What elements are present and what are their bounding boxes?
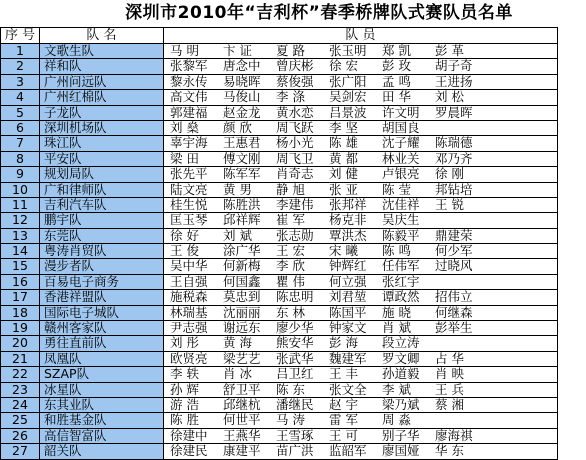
member-name: 陈 雄 [329,136,358,151]
member-name: 徐 宏 [329,59,358,74]
member-name: 熊安华 [276,336,314,351]
member-name: 黎永传 [170,74,208,89]
member-name: 钟辉红 [329,259,367,274]
member-name: 何世平 [223,413,261,428]
table-row [1,321,557,336]
member-name: 张先平 [170,167,208,182]
member-name: 陈毅平 [382,228,420,243]
members-cell [164,213,557,227]
members-cell [164,90,557,104]
member-name: 刘君堃 [329,290,367,305]
team-name: 漫步者队 [40,259,164,273]
row-number: 8 [1,152,40,166]
table-row [1,367,557,382]
team-name: 规划局队 [40,167,164,181]
member-name: 段立涛 [382,336,420,351]
member-name: 胡子奇 [435,59,473,74]
row-number: 6 [1,121,40,135]
table-header-row [1,28,557,44]
row-number: 4 [1,90,40,104]
team-name: 和胜基金队 [40,413,164,427]
member-name: 刘 健 [329,167,358,182]
row-number: 21 [1,352,40,366]
team-name: 广和律师队 [40,183,164,197]
member-name: 潘继民 [276,397,314,412]
member-name: 陆文亮 [170,182,208,197]
member-name: 匡玉琴 [170,213,208,228]
team-name: 珠江队 [40,136,164,150]
team-name: 凤凰队 [40,352,164,366]
member-name: 何继森 [435,305,473,320]
team-name: 鹏宇队 [40,213,164,227]
member-name: 过晓风 [435,259,473,274]
member-name: 李 坚 [329,120,358,135]
member-name: 卢银亮 [382,167,420,182]
member-name: 李建伟 [276,197,314,212]
member-name: 梁乃斌 [382,397,420,412]
table-row [1,59,557,74]
member-name: 李 欣 [276,259,305,274]
member-name: 郭建福 [170,105,208,120]
member-name: 张志勋 [276,228,314,243]
member-name: 梁 田 [170,151,199,166]
member-name: 招伟立 [435,290,473,305]
table-row [1,306,557,321]
member-name: 沈子耀 [382,136,420,151]
member-name: 吕景波 [329,105,367,120]
member-name: 张邦祥 [329,197,367,212]
member-name: 廖国娅 [382,444,420,459]
page-title: 深圳市2010年“吉利杯”春季桥牌队式赛队员名单 [125,3,513,23]
member-name: 黄 男 [223,182,252,197]
member-name: 魏建军 [329,351,367,366]
table-row [1,106,557,121]
member-name: 王 宏 [276,244,305,259]
header-team-name: 队 名 [40,28,164,43]
member-name: 邓乃齐 [435,151,473,166]
members-cell [164,367,557,381]
member-name: 彭 海 [329,336,358,351]
member-name: 王进扬 [435,74,473,89]
member-name: 周飞跃 [276,120,314,135]
team-name: 粤涛肖贸队 [40,244,164,258]
member-name: 尹志强 [170,321,208,336]
members-cell [164,352,557,366]
member-name: 易晓晖 [223,74,261,89]
member-name: 何新梅 [223,259,261,274]
row-number: 26 [1,429,40,443]
team-name: 文歌生队 [40,44,164,58]
team-name: 广州问远队 [40,75,164,89]
members-cell [164,152,557,166]
header-serial-number: 序 号 [1,28,40,43]
row-number: 7 [1,136,40,150]
member-name: 王 兵 [435,382,464,397]
members-cell [164,229,557,243]
row-number: 12 [1,213,40,227]
member-name: 崔 军 [276,213,305,228]
table-row [1,121,557,136]
member-name: 刘 彤 [170,336,199,351]
header-members: 队 员 [345,28,376,43]
member-name: 孟 鸣 [382,74,411,89]
team-name: 深圳机场队 [40,121,164,135]
member-name: 吴中华 [170,259,208,274]
members-cell [164,398,557,412]
member-name: 吕卫红 [276,367,314,382]
member-name: 谭政然 [382,290,420,305]
roster-table [0,27,558,460]
member-name: 苗广洪 [276,444,314,459]
member-name: 欧贤亮 [170,351,208,366]
member-name: 李 斌 [382,382,411,397]
row-number: 14 [1,244,40,258]
member-name: 陈胜洪 [223,197,261,212]
member-name: 陈 鸣 [382,244,411,259]
member-name: 张 亚 [329,182,358,197]
member-name: 陈国平 [329,305,367,320]
member-name: 李 涤 [276,90,305,105]
member-name: 罗文卿 [382,351,420,366]
member-name: 张武华 [276,351,314,366]
member-name: 夏 路 [276,44,305,58]
table-row [1,383,557,398]
member-name: 蔡俊强 [276,74,314,89]
members-cell [164,44,557,58]
table-row [1,244,557,259]
member-name: 肖 斌 [382,321,411,336]
table-row [1,152,557,167]
team-name: 东其业队 [40,398,164,412]
member-name: 彭举生 [435,321,473,336]
member-name: 张红宇 [382,274,420,289]
member-name: 王燕华 [223,428,261,443]
member-name: 田 华 [382,90,411,105]
member-name: 颜 欣 [223,120,252,135]
table-row [1,90,557,105]
members-cell [164,106,557,120]
member-name: 王雪琢 [276,428,314,443]
member-name: 东 林 [276,305,305,320]
row-number: 10 [1,183,40,197]
member-name: 监韶军 [329,444,367,459]
members-cell [164,59,557,73]
member-name: 陈 东 [276,382,305,397]
member-name: 邦钻培 [435,182,473,197]
members-cell [164,183,557,197]
members-cell [164,444,557,458]
member-name: 廖海祺 [435,428,473,443]
member-name: 傅文刚 [223,151,261,166]
member-name: 施税森 [170,290,208,305]
member-name: 马俊山 [223,90,261,105]
member-name: 徐建中 [170,428,208,443]
member-name: 张广阳 [329,74,367,89]
member-name: 瞿 伟 [276,274,305,289]
member-name: 邱祥辉 [223,213,261,228]
member-name: 孙 辉 [170,382,199,397]
member-name: 吴庆生 [382,213,420,228]
table-row [1,183,557,198]
member-name: 覃洪杰 [329,228,367,243]
row-number: 23 [1,383,40,397]
member-name: 林业关 [382,151,420,166]
team-name: 勇往直前队 [40,336,164,350]
member-name: 何立强 [329,274,367,289]
member-name: 何国鑫 [223,274,261,289]
member-name: 莫忠到 [223,290,261,305]
team-name: 平安队 [40,152,164,166]
member-name: 陈瑞德 [435,136,473,151]
member-name: 林瑞基 [170,305,208,320]
member-name: 马 明 [170,44,199,58]
member-name: 何少军 [435,244,473,259]
member-name: 雷 军 [329,413,358,428]
members-cell [164,167,557,181]
row-number: 16 [1,275,40,289]
member-name: 黄 海 [223,336,252,351]
members-cell [164,429,557,443]
row-number: 17 [1,290,40,304]
member-name: 胡国良 [382,120,420,135]
row-number: 19 [1,321,40,335]
member-name: 陈忠明 [276,290,314,305]
member-name: 李 轶 [170,367,199,382]
table-row [1,44,557,59]
table-row [1,167,557,182]
table-row [1,413,557,428]
member-name: 许文明 [382,105,420,120]
row-number: 18 [1,306,40,320]
member-name: 陈 胜 [170,413,199,428]
member-name: 唐念中 [223,59,261,74]
member-name: 辜宇海 [170,136,208,151]
member-name: 静 旭 [276,182,305,197]
table-row [1,398,557,413]
member-name: 王 丰 [329,367,358,382]
member-name: 王 可 [329,428,358,443]
member-name: 赵 宇 [329,397,358,412]
member-name: 黄水恋 [276,105,314,120]
member-name: 徐 刚 [435,167,464,182]
member-name: 别子华 [382,428,420,443]
table-row [1,336,557,351]
members-cell [164,121,557,135]
row-number: 9 [1,167,40,181]
member-name: 徐建民 [170,444,208,459]
member-name: 张玉明 [329,44,367,58]
row-number: 3 [1,75,40,89]
member-name: 廖少华 [276,321,314,336]
member-name: 钟家文 [329,321,367,336]
member-name: 舒卫平 [223,382,261,397]
table-row [1,229,557,244]
member-name: 杨克非 [329,213,367,228]
team-name: 国际电子城队 [40,306,164,320]
row-number: 20 [1,336,40,350]
member-name: 梁艺艺 [223,351,261,366]
table-row [1,136,557,151]
member-name: 肖 映 [435,367,464,382]
member-name: 陈军军 [223,167,261,182]
member-name: 马 涛 [276,413,305,428]
member-name: 彭 玫 [382,59,411,74]
team-name: 祥和队 [40,59,164,73]
row-number: 25 [1,413,40,427]
member-name: 曾庆彬 [276,59,314,74]
member-name: 鼎建荣 [435,228,473,243]
member-name: 周 淼 [382,413,411,428]
members-cell [164,321,557,335]
member-name: 康建平 [223,444,261,459]
table-row [1,429,557,444]
member-name: 卞 证 [223,44,252,58]
members-cell [164,306,557,320]
table-row [1,444,557,459]
team-name: 韶关队 [40,444,164,458]
member-name: 游 浩 [170,397,199,412]
member-name: 刘 燊 [170,120,199,135]
team-name: 高信智富队 [40,429,164,443]
member-name: 邱继杭 [223,397,261,412]
member-name: 徐 好 [170,228,199,243]
table-row [1,213,557,228]
member-name: 肖 冰 [223,367,252,382]
member-name: 周飞卫 [276,151,314,166]
member-name: 高文伟 [170,90,208,105]
team-name: 冰星队 [40,383,164,397]
members-cell [164,259,557,273]
member-name: 任伟军 [382,259,420,274]
row-number: 15 [1,259,40,273]
member-name: 黄 都 [329,151,358,166]
members-cell [164,136,557,150]
members-cell [164,336,557,350]
member-name: 王 俊 [170,244,199,259]
team-name: 广州红棉队 [40,90,164,104]
member-name: 杨小光 [276,136,314,151]
member-name: 陈 莹 [382,182,411,197]
row-number: 5 [1,106,40,120]
table-row [1,352,557,367]
table-row [1,275,557,290]
member-name: 王惠君 [223,136,261,151]
member-name: 彭 革 [435,44,464,58]
member-name: 华 东 [435,444,464,459]
members-cell [164,290,557,304]
members-cell [164,198,557,212]
member-name: 沈丽丽 [223,305,261,320]
team-name: 赣州客家队 [40,321,164,335]
member-name: 蔡 湘 [435,397,464,412]
member-name: 占 华 [435,351,464,366]
row-number: 22 [1,367,40,381]
team-name: SZAP队 [40,367,164,381]
members-cell [164,244,557,258]
member-name: 桂生悦 [170,197,208,212]
member-name: 张黎军 [170,59,208,74]
member-name: 宋 曦 [329,244,358,259]
row-number: 11 [1,198,40,212]
table-row [1,75,557,90]
member-name: 刘 松 [435,90,464,105]
team-name: 百易电子商务 [40,275,164,289]
member-name: 肖奇志 [276,167,314,182]
table-row [1,198,557,213]
member-name: 谢远东 [223,321,261,336]
team-name: 吉利汽车队 [40,198,164,212]
row-number: 13 [1,229,40,243]
member-name: 孙道毅 [382,367,420,382]
members-cell [164,275,557,289]
members-cell [164,383,557,397]
table-row [1,290,557,305]
member-name: 吴剑宏 [329,90,367,105]
row-number: 1 [1,44,40,58]
member-name: 王自强 [170,274,208,289]
member-name: 王 锐 [435,197,464,212]
row-number: 2 [1,59,40,73]
member-name: 沈佳祥 [382,197,420,212]
member-name: 施 晓 [382,305,411,320]
member-name: 刘 斌 [223,228,252,243]
members-cell [164,75,557,89]
members-cell [164,413,557,427]
member-name: 赵金龙 [223,105,261,120]
member-name: 涂广华 [223,244,261,259]
team-name: 子龙队 [40,106,164,120]
member-name: 罗晨晖 [435,105,473,120]
member-name: 郑 凯 [382,44,411,58]
member-name: 张文全 [329,382,367,397]
row-number: 27 [1,444,40,458]
row-number: 24 [1,398,40,412]
team-name: 东莞队 [40,229,164,243]
table-row [1,259,557,274]
team-name: 香港祥盟队 [40,290,164,304]
